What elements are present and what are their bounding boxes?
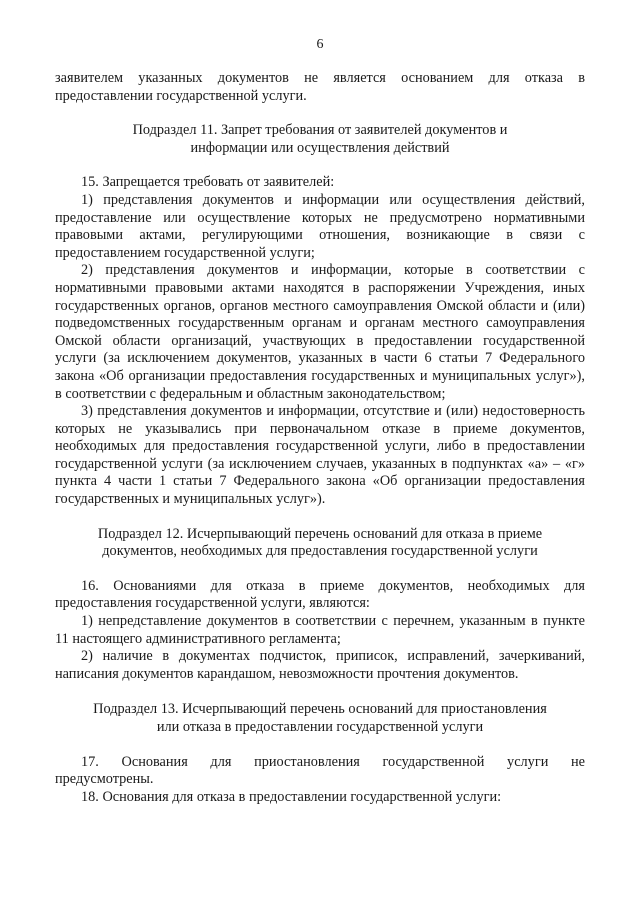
page-number: 6 bbox=[316, 37, 324, 52]
paragraph-15-item-1: 1) представления документов и информации или осуществления действий, предоставление или осуществление которых не предусмотрено нормативными правовыми актами, регулирующими отношения, возникающие в связи с предоставлением государственной услуги; bbox=[55, 191, 585, 261]
section-13-heading-line2: или отказа в предоставлении государственной услуги bbox=[156, 719, 484, 735]
paragraph-16-item-1: 1) непредставление документов в соответствии с перечнем, указанным в пункте 11 настоящего административного регламента; bbox=[55, 613, 585, 647]
section-13-heading bbox=[55, 701, 585, 736]
paragraph-15-item-3: 3) представления документов и информации, отсутствие и (или) недостоверность которых не указывались при первоначальном отказе в приеме документов, необходимых для предоставления государственной услуги, либо в предоставлении государственной услуги (за исключением случаев, указанных в подпунктах «а» – «г» пункта 4 части 1 статьи 7 Федерального закона «Об организации предоставления государственных и муниципальных услуг»). bbox=[55, 403, 585, 508]
paragraph-16-item-2: 2) наличие в документах подчисток, приписок, исправлений, зачеркиваний, написания документов карандашом, невозможности прочтения документов. bbox=[55, 648, 585, 682]
section-11-heading-line2: информации или осуществления действий bbox=[190, 139, 450, 156]
section-11-heading bbox=[55, 122, 585, 157]
section-12-heading bbox=[55, 526, 585, 561]
paragraph-15-item-2: 2) представления документов и информации, которые в соответствии с нормативными правовыми актами находятся в распоряжении Учреждения, иных государственных органов, органов местного самоуправления Омской области и (или) подведомственных государственным органам и органам местного самоуправления Омской области организаций, участвующих в предоставлении государственной услуги (за исключением документов, указанных в части 6 статьи 7 Федерального закона «Об организации предоставления государственных и муниципальных услуг»), в соответствии с федеральным и областным законодательством; bbox=[55, 262, 585, 402]
paragraph-15: 15. Запрещается требовать от заявителей: bbox=[81, 174, 335, 191]
section-11-heading-line1: Подраздел 11. Запрет требования от заявителей документов и bbox=[132, 122, 508, 139]
paragraph-17: 17. Основания для приостановления государственной услуги не предусмотрены. bbox=[55, 753, 585, 788]
section-13-heading-line1: Подраздел 13. Исчерпывающий перечень оснований для приостановления bbox=[93, 701, 547, 718]
document-body bbox=[55, 70, 585, 806]
paragraph-18: 18. Основания для отказа в предоставлении государственной услуги: bbox=[81, 788, 502, 805]
paragraph-16: 16. Основаниями для отказа в приеме документов, необходимых для предоставления государственной услуги, являются: bbox=[55, 577, 585, 612]
section-12-heading-line1: Подраздел 12. Исчерпывающий перечень оснований для отказа в приеме bbox=[97, 525, 543, 542]
section-12-heading-line2: документов, необходимых для предоставления государственной услуги bbox=[102, 543, 538, 560]
intro-paragraph: заявителем указанных документов не является основанием для отказа в предоставлении государственной услуги. bbox=[55, 70, 585, 104]
